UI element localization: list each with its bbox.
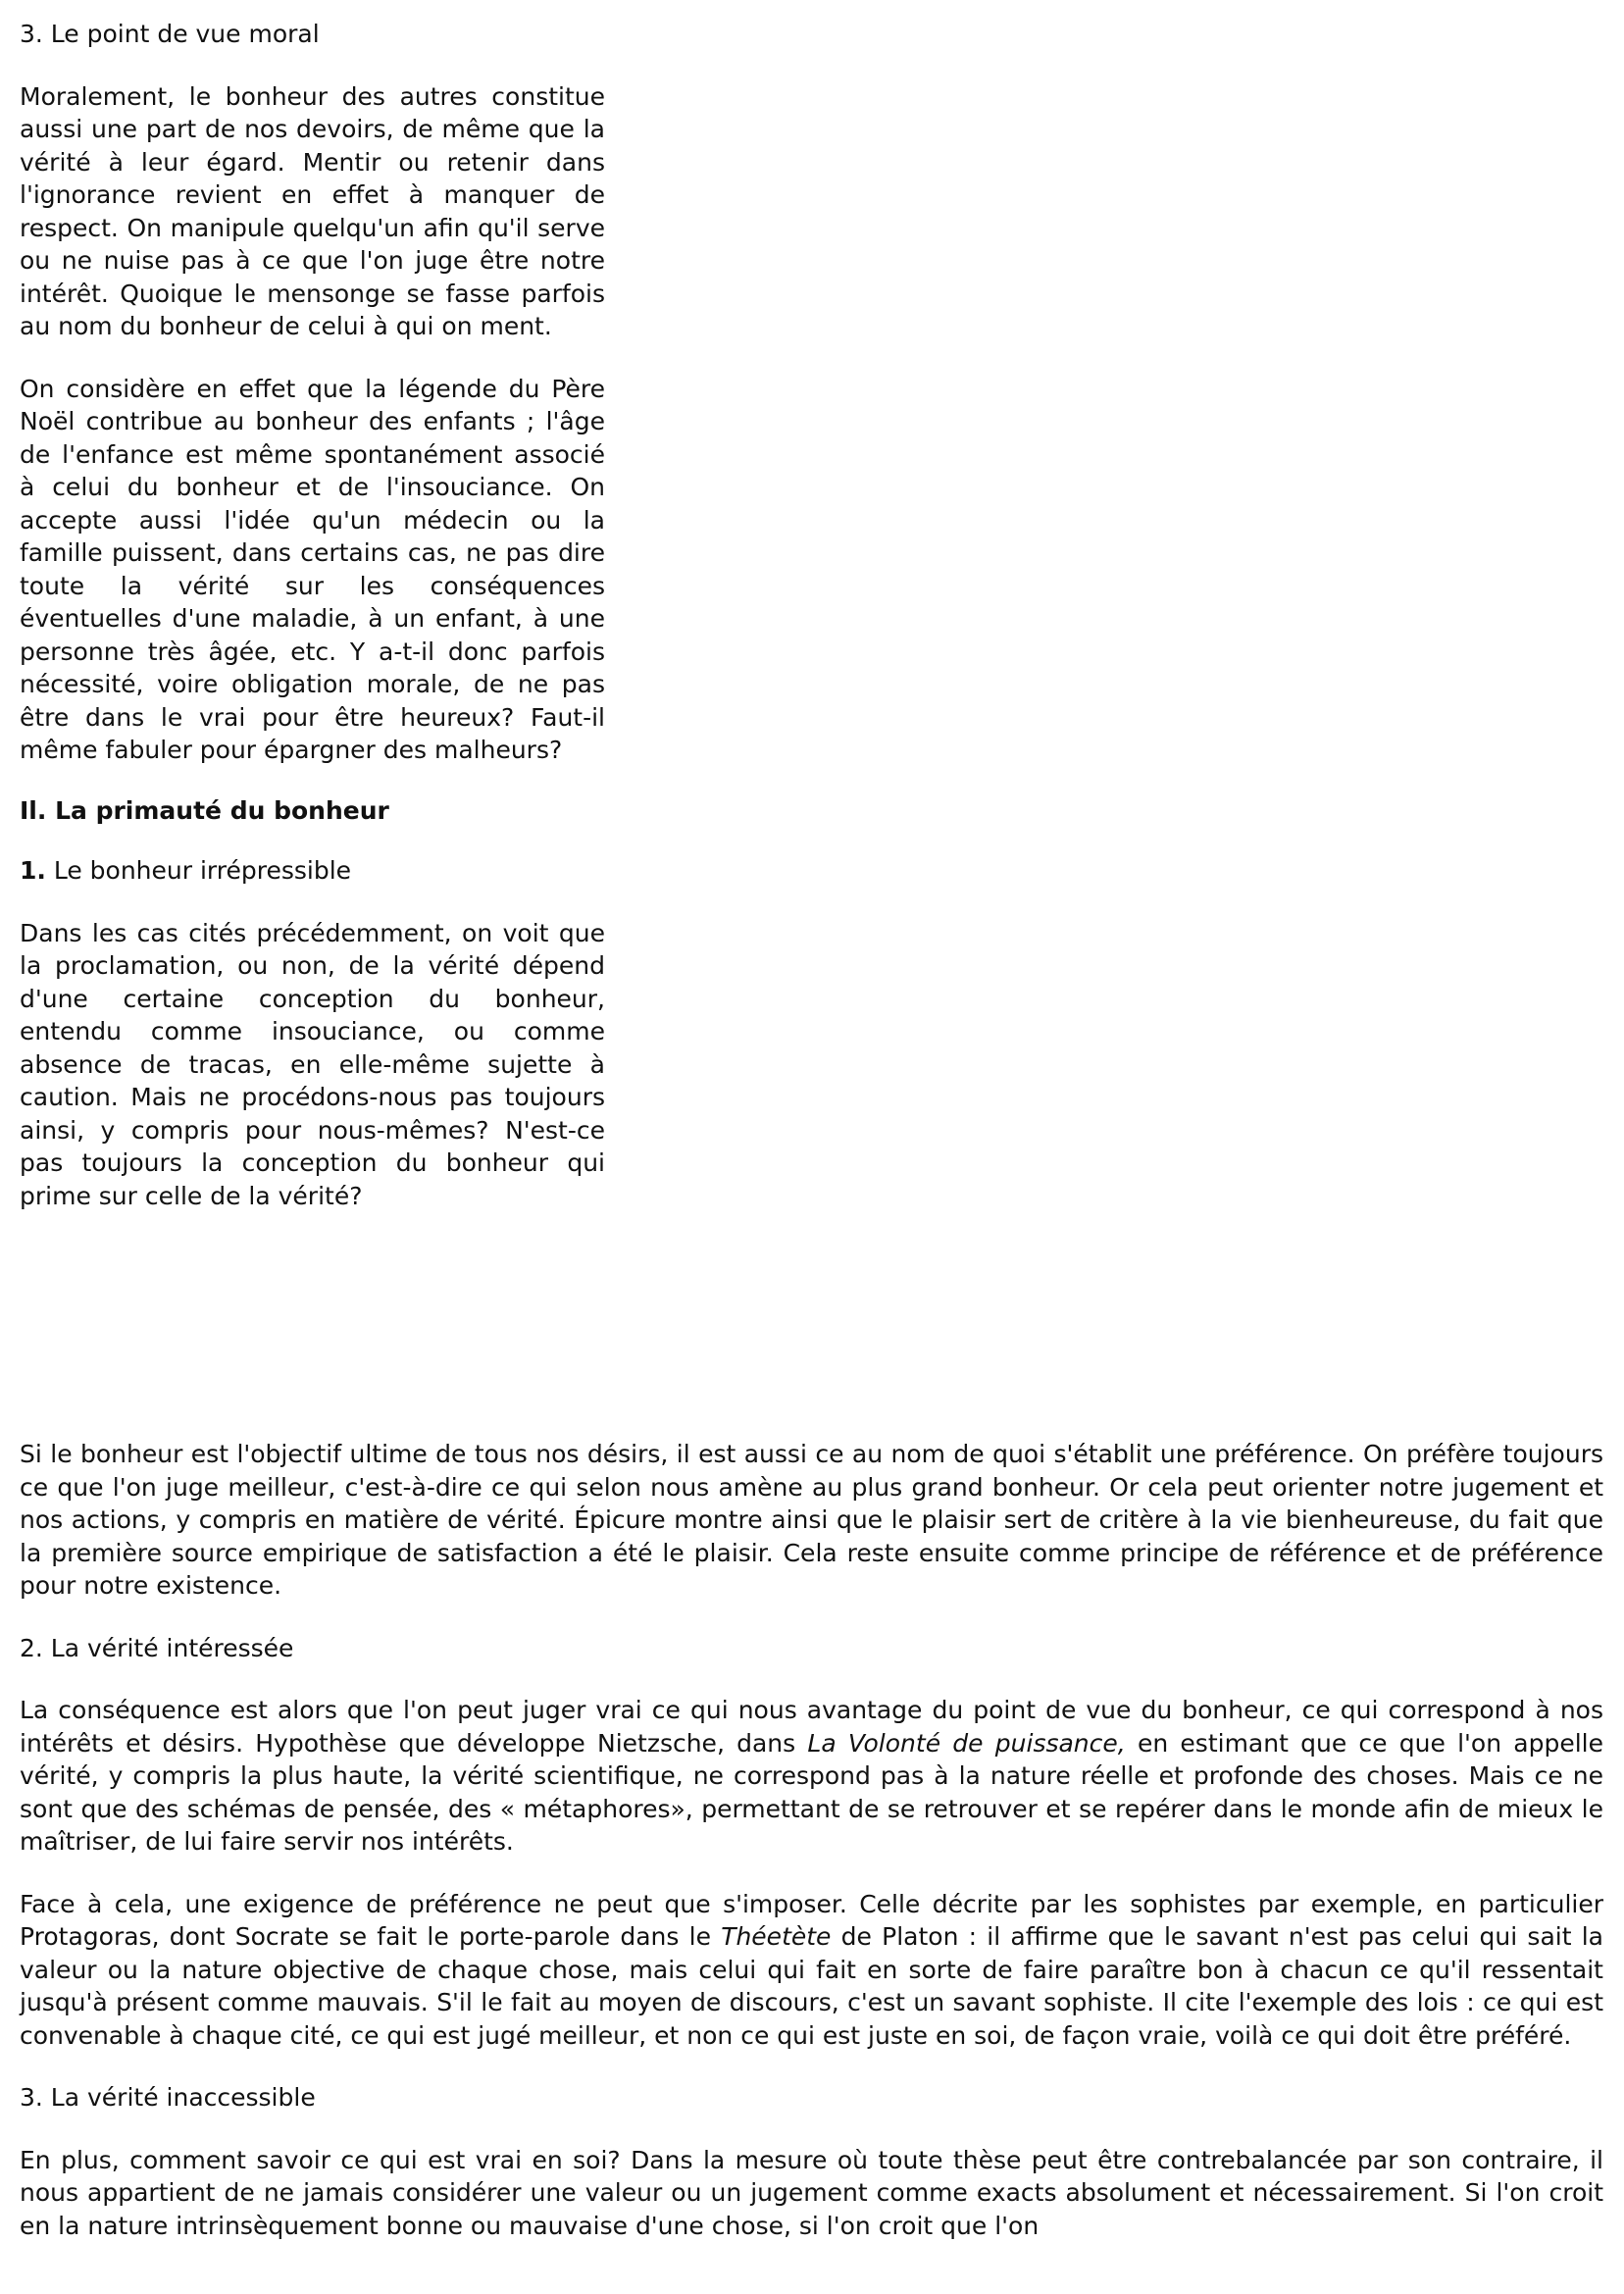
nietzsche-book-title: La Volonté de puissance,	[807, 1728, 1126, 1758]
heading-number: 1.	[20, 856, 46, 885]
heading-irrepressible-happiness	[20, 854, 605, 888]
heading-moral-viewpoint: 3. Le point de vue moral	[20, 20, 320, 48]
nietzsche-text-a: La conséquence est alors que l'on peut juger vrai ce qui nous avantage du point de vue du bonheur, ce qui correspond à nos intérêts et désirs. Hypothèse que développe Nietzsche, dans	[20, 1696, 1603, 1758]
theetete-title: Théetète	[721, 1922, 832, 1951]
paragraph-nietzsche	[20, 1694, 1603, 1859]
paragraph-cases-cited: Dans les cas cités précédemment, on voit que la proclamation, ou non, de la vérité dépend d'une certaine conception du bonheur, entendu comme insouciance, ou comme absence de tracas, en elle-même sujette à caution. Mais ne procédons-nous pas toujours ainsi, y compris pour nous-mêmes? N'est-ce pas toujours la conception du bonheur qui prime sur celle de la vérité?	[20, 918, 605, 1210]
nietzsche-text-b: en estimant que ce que l'on appelle vérité, y compris la plus haute, la vérité scientifique, ne correspond pas à la nature réelle et profonde des choses. Mais ce ne sont que des schémas de pensée, des « métaphores», permettant de se retrouver et se repérer dans le monde afin de mieux le maîtriser, de lui faire servir nos intérêts.	[20, 1728, 1603, 1856]
section-title-primacy-of-happiness: Il. La primauté du bonheur	[20, 795, 389, 825]
heading-inaccessible-truth: 3. La vérité inaccessible	[20, 2083, 316, 2112]
paragraph-inaccessible: En plus, comment savoir ce qui est vrai en soi? Dans la mesure où toute thèse peut être contrebalancée par son contraire, il nous appartient de ne jamais considérer une valeur ou un jugement comme exacts absolument et nécessairement. Si l'on croit en la nature intrinsèquement bonne ou mauvaise d'une chose, si l'on croit que l'on	[20, 2145, 1603, 2240]
heading-interested-truth: 2. La vérité intéressée	[20, 1633, 294, 1662]
paragraph-moral-duty: Moralement, le bonheur des autres constitue aussi une part de nos devoirs, de même que la vérité à leur égard. Mentir ou retenir dans l'ignorance revient en effet à manquer de respect. On manipule quelqu'un afin qu'il serve ou ne nuise pas à ce que l'on juge être notre intérêt. Quoique le mensonge se fasse parfois au nom du bonheur de celui à qui on ment.	[20, 81, 605, 340]
narrow-column	[20, 18, 605, 1212]
wide-column	[20, 1438, 1603, 2242]
paragraph-sophists	[20, 1888, 1603, 2053]
heading-text: Le bonheur irrépressible	[45, 856, 352, 885]
paragraph-epicure: Si le bonheur est l'objectif ultime de tous nos désirs, il est aussi ce au nom de quoi s'établit une préférence. On préfère toujours ce que l'on juge meilleur, c'est-à-dire ce qui selon nous amène au plus grand bonheur. Or cela peut orienter notre jugement et nos actions, y compris en matière de vérité. Épicure montre ainsi que le plaisir sert de critère à la vie bienheureuse, du fait que la première source empirique de satisfaction a été le plaisir. Cela reste ensuite comme principe de référence et de préférence pour notre existence.	[20, 1440, 1603, 1600]
sophists-text-a: Face à cela, une exigence de préférence ne peut que s'imposer. Celle décrite par les sophistes par exemple, en particulier Protagoras, dont Socrate se fait le porte-parole dans le	[20, 1889, 1603, 1951]
paragraph-santa-legend: On considère en effet que la légende du Père Noël contribue au bonheur des enfants ; l'âge de l'enfance est même spontanément associé à celui du bonheur et de l'insouciance. On accepte aussi l'idée qu'un médecin ou la famille puissent, dans certains cas, ne pas dire toute la vérité sur les conséquences éventuelles d'une maladie, à un enfant, à une personne très âgée, etc. Y a-t-il donc parfois nécessité, voire obligation morale, de ne pas être dans le vrai pour être heureux? Faut-il même fabuler pour épargner des malheurs?	[20, 374, 605, 764]
sophists-text-b: de Platon : il affirme que le savant n'est pas celui qui sait la valeur ou la nature objective de chaque chose, mais celui qui fait en sorte de faire paraître bon à chacun ce qu'il ressentait jusqu'à présent comme mauvais. S'il le fait au moyen de discours, c'est un savant sophiste. Il cite l'exemple des lois : ce qui est convenable à chaque cité, ce qui est jugé meilleur, et non ce qui est juste en soi, de façon vraie, voilà ce qui doit être préféré.	[20, 1922, 1603, 2050]
